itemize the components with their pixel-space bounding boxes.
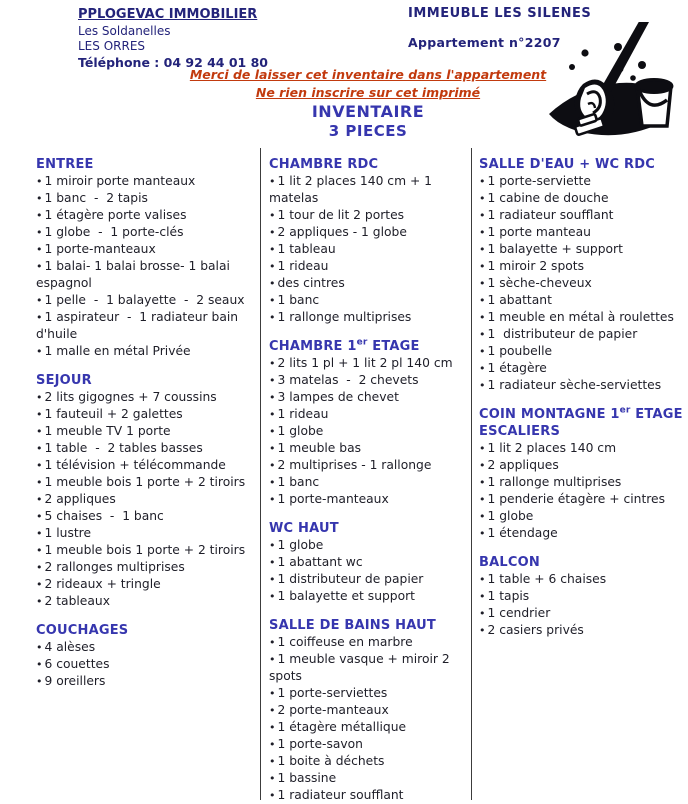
building-name: IMMEUBLE LES SILENES bbox=[408, 6, 592, 21]
list-item bbox=[36, 190, 260, 207]
item-text: 1 meuble bois 1 porte + 2 tiroirs bbox=[44, 543, 246, 557]
bullet-icon: • bbox=[36, 294, 43, 307]
bullet-icon: • bbox=[36, 675, 43, 688]
bullet-icon: • bbox=[269, 738, 276, 751]
bullet-icon: • bbox=[36, 243, 43, 256]
bullet-icon: • bbox=[269, 687, 276, 700]
bullet-icon: • bbox=[36, 345, 43, 358]
bullet-icon: • bbox=[269, 277, 276, 290]
bullet-icon: • bbox=[269, 391, 276, 404]
item-text: 1 lit 2 places 140 cm + 1 matelas bbox=[269, 174, 436, 205]
bullet-icon: • bbox=[36, 442, 43, 455]
section-title: BALCON bbox=[479, 555, 540, 570]
bullet-icon: • bbox=[479, 510, 486, 523]
bullet-icon: • bbox=[479, 277, 486, 290]
item-text: 1 radiateur soufflant bbox=[487, 208, 614, 222]
list-item bbox=[269, 207, 467, 224]
list-item bbox=[269, 787, 467, 804]
section-title: WC HAUT bbox=[269, 521, 339, 536]
item-text: 1 globe bbox=[277, 424, 324, 438]
item-text: 1 tapis bbox=[487, 589, 530, 603]
item-text: 1 meuble bas bbox=[277, 441, 362, 455]
bullet-icon: • bbox=[479, 226, 486, 239]
item-text: 1 abattant wc bbox=[277, 555, 363, 569]
list-item bbox=[479, 343, 688, 360]
list-item bbox=[269, 406, 467, 423]
list-item bbox=[479, 241, 688, 258]
item-text: 1 lustre bbox=[44, 526, 92, 540]
list-item bbox=[269, 309, 467, 326]
section-title: COIN MONTAGNE 1er ETAGE ESCALIERS bbox=[479, 405, 683, 439]
section-title: SEJOUR bbox=[36, 373, 92, 388]
bullet-icon: • bbox=[269, 209, 276, 222]
bullet-icon: • bbox=[479, 607, 486, 620]
bullet-icon: • bbox=[36, 476, 43, 489]
list-item bbox=[479, 326, 688, 343]
bullet-icon: • bbox=[479, 442, 486, 455]
list-item bbox=[269, 588, 467, 605]
page-subtitle: 3 PIECES bbox=[328, 122, 408, 140]
item-text: 1 cabine de douche bbox=[487, 191, 609, 205]
list-item bbox=[269, 241, 467, 258]
item-text: 1 étagère bbox=[487, 361, 547, 375]
bullet-icon: • bbox=[269, 704, 276, 717]
list-item bbox=[36, 593, 260, 610]
section-title: SALLE DE BAINS HAUT bbox=[269, 618, 436, 633]
item-text: 1 porte-savon bbox=[277, 737, 363, 751]
inventory-section bbox=[479, 554, 688, 639]
inventory-section bbox=[36, 372, 260, 610]
item-text: 1 télévision + télécommande bbox=[44, 458, 226, 472]
bullet-icon: • bbox=[479, 624, 486, 637]
item-text: 2 multiprises - 1 rallonge bbox=[277, 458, 432, 472]
bullet-icon: • bbox=[36, 192, 43, 205]
section-title: CHAMBRE 1er ETAGE bbox=[269, 337, 420, 354]
bullet-icon: • bbox=[269, 721, 276, 734]
item-text: 1 radiateur sèche-serviettes bbox=[487, 378, 662, 392]
bullet-icon: • bbox=[479, 345, 486, 358]
item-text: 2 casiers privés bbox=[487, 623, 584, 637]
item-text: 1 coiffeuse en marbre bbox=[277, 635, 413, 649]
item-text: 1 distributeur de papier bbox=[277, 572, 424, 586]
agency-block bbox=[78, 6, 268, 71]
item-text: 1 miroir 2 spots bbox=[487, 259, 585, 273]
item-text: 1 lit 2 places 140 cm bbox=[487, 441, 617, 455]
notice-keep-inventory: Merci de laisser cet inventaire dans l'appartement bbox=[189, 67, 547, 82]
item-text: 2 lits gigognes + 7 coussins bbox=[44, 390, 217, 404]
item-text: 4 alèses bbox=[44, 640, 96, 654]
list-item bbox=[269, 537, 467, 554]
item-text: 2 rallonges multiprises bbox=[44, 560, 185, 574]
item-text: 1 rideau bbox=[277, 407, 329, 421]
item-text: 1 poubelle bbox=[487, 344, 553, 358]
list-item bbox=[269, 702, 467, 719]
item-text: des cintres bbox=[277, 276, 345, 290]
item-text: 1 table - 2 tables basses bbox=[44, 441, 203, 455]
item-text: 6 couettes bbox=[44, 657, 110, 671]
item-text: 1 globe - 1 porte-clés bbox=[44, 225, 184, 239]
item-text: 1 banc bbox=[277, 293, 320, 307]
page-title: INVENTAIRE bbox=[311, 102, 425, 121]
item-text: 1 rideau bbox=[277, 259, 329, 273]
bullet-icon: • bbox=[269, 755, 276, 768]
item-text: 1 rallonge multiprises bbox=[277, 310, 412, 324]
section-title: COUCHAGES bbox=[36, 623, 129, 638]
list-item bbox=[36, 474, 260, 491]
list-item bbox=[269, 423, 467, 440]
bullet-icon: • bbox=[479, 311, 486, 324]
bullet-icon: • bbox=[36, 175, 43, 188]
list-item bbox=[36, 309, 260, 343]
list-item bbox=[479, 207, 688, 224]
item-text: 1 abattant bbox=[487, 293, 552, 307]
item-text: 1 porte manteau bbox=[487, 225, 591, 239]
list-item bbox=[269, 753, 467, 770]
bullet-icon: • bbox=[269, 425, 276, 438]
item-text: 1 étagère métallique bbox=[277, 720, 407, 734]
list-item bbox=[269, 651, 467, 685]
list-item bbox=[269, 173, 467, 207]
bullet-icon: • bbox=[479, 192, 486, 205]
item-text: 1 radiateur soufflant bbox=[277, 788, 404, 802]
item-text: 1 bassine bbox=[277, 771, 337, 785]
bullet-icon: • bbox=[269, 636, 276, 649]
list-item bbox=[479, 508, 688, 525]
item-text: 1 porte-serviette bbox=[487, 174, 591, 188]
item-text: 1 meuble vasque + miroir 2 spots bbox=[269, 652, 454, 683]
bullet-icon: • bbox=[36, 425, 43, 438]
bullet-icon: • bbox=[269, 374, 276, 387]
item-text: 2 porte-manteaux bbox=[277, 703, 389, 717]
bullet-icon: • bbox=[479, 243, 486, 256]
bullet-icon: • bbox=[269, 294, 276, 307]
item-text: 2 lits 1 pl + 1 lit 2 pl 140 cm bbox=[277, 356, 453, 370]
item-text: 1 aspirateur - 1 radiateur bain d'huile bbox=[36, 310, 242, 341]
list-item bbox=[479, 440, 688, 457]
bullet-icon: • bbox=[36, 658, 43, 671]
list-item bbox=[479, 491, 688, 508]
item-text: 1 étendage bbox=[487, 526, 558, 540]
list-item bbox=[269, 224, 467, 241]
bullet-icon: • bbox=[269, 175, 276, 188]
mop-bucket-icon bbox=[545, 22, 675, 142]
list-item bbox=[36, 292, 260, 309]
list-item bbox=[36, 508, 260, 525]
bullet-icon: • bbox=[36, 527, 43, 540]
list-item bbox=[479, 275, 688, 292]
list-item bbox=[36, 406, 260, 423]
list-item bbox=[269, 292, 467, 309]
apartment-number: Appartement n°2207 bbox=[408, 35, 561, 50]
bullet-icon: • bbox=[479, 493, 486, 506]
item-text: 1 balayette et support bbox=[277, 589, 415, 603]
list-item bbox=[479, 474, 688, 491]
list-item bbox=[479, 525, 688, 542]
list-item bbox=[269, 258, 467, 275]
item-text: 1 globe bbox=[487, 509, 534, 523]
list-item bbox=[36, 656, 260, 673]
bullet-icon: • bbox=[269, 243, 276, 256]
item-text: 1 étagère porte valises bbox=[44, 208, 187, 222]
bullet-icon: • bbox=[36, 391, 43, 404]
bullet-icon: • bbox=[479, 379, 486, 392]
item-text: 1 banc bbox=[277, 475, 320, 489]
bullet-icon: • bbox=[36, 510, 43, 523]
bullet-icon: • bbox=[36, 641, 43, 654]
bullet-icon: • bbox=[479, 294, 486, 307]
list-item bbox=[36, 224, 260, 241]
list-item bbox=[269, 457, 467, 474]
bullet-icon: • bbox=[36, 209, 43, 222]
item-text: 1 penderie étagère + cintres bbox=[487, 492, 666, 506]
bullet-icon: • bbox=[479, 209, 486, 222]
list-item bbox=[36, 542, 260, 559]
bullet-icon: • bbox=[269, 789, 276, 802]
item-text: 5 chaises - 1 banc bbox=[44, 509, 164, 523]
inventory-column-3 bbox=[472, 148, 688, 800]
item-text: 1 banc - 2 tapis bbox=[44, 191, 148, 205]
notice-do-not-write: Ne rien inscrire sur cet imprimé bbox=[255, 85, 481, 100]
list-item bbox=[479, 190, 688, 207]
inventory-section bbox=[269, 520, 467, 605]
section-title: CHAMBRE RDC bbox=[269, 157, 379, 172]
list-item bbox=[36, 525, 260, 542]
list-item bbox=[36, 241, 260, 258]
bullet-icon: • bbox=[36, 493, 43, 506]
bullet-icon: • bbox=[36, 260, 43, 273]
bullet-icon: • bbox=[479, 476, 486, 489]
list-item bbox=[479, 309, 688, 326]
item-text: 1 distributeur de papier bbox=[487, 327, 638, 341]
inventory-section bbox=[479, 156, 688, 394]
inventory-table bbox=[30, 148, 688, 800]
bullet-icon: • bbox=[36, 544, 43, 557]
list-item bbox=[36, 673, 260, 690]
item-text: 1 porte-manteaux bbox=[277, 492, 389, 506]
section-title: SALLE D'EAU + WC RDC bbox=[479, 157, 655, 172]
item-text: 2 appliques bbox=[487, 458, 559, 472]
list-item bbox=[479, 173, 688, 190]
item-text: 3 matelas - 2 chevets bbox=[277, 373, 419, 387]
item-text: 2 appliques bbox=[44, 492, 116, 506]
item-text: 1 cendrier bbox=[487, 606, 551, 620]
list-item bbox=[269, 719, 467, 736]
bullet-icon: • bbox=[269, 357, 276, 370]
item-text: 2 rideaux + tringle bbox=[44, 577, 161, 591]
list-item bbox=[36, 423, 260, 440]
agency-residence: Les Soldanelles bbox=[78, 24, 171, 38]
bullet-icon: • bbox=[479, 527, 486, 540]
list-item bbox=[269, 634, 467, 651]
item-text: 9 oreillers bbox=[44, 674, 106, 688]
list-item bbox=[269, 440, 467, 457]
agency-name: PPLOGEVAC IMMOBILIER bbox=[78, 7, 258, 22]
inventory-column-1 bbox=[30, 148, 260, 800]
bullet-icon: • bbox=[269, 226, 276, 239]
inventory-section bbox=[36, 622, 260, 690]
item-text: 1 malle en métal Privée bbox=[44, 344, 191, 358]
list-item bbox=[479, 605, 688, 622]
item-text: 1 balayette + support bbox=[487, 242, 623, 256]
list-item bbox=[36, 457, 260, 474]
item-text: 1 tableau bbox=[277, 242, 336, 256]
bullet-icon: • bbox=[479, 260, 486, 273]
bullet-icon: • bbox=[479, 175, 486, 188]
bullet-icon: • bbox=[36, 595, 43, 608]
list-item bbox=[269, 372, 467, 389]
item-text: 1 meuble en métal à roulettes bbox=[487, 310, 674, 324]
list-item bbox=[269, 275, 467, 292]
item-text: 1 sèche-cheveux bbox=[487, 276, 592, 290]
list-item bbox=[269, 389, 467, 406]
list-item bbox=[479, 571, 688, 588]
bullet-icon: • bbox=[269, 772, 276, 785]
bullet-icon: • bbox=[479, 459, 486, 472]
bullet-icon: • bbox=[36, 311, 43, 324]
bullet-icon: • bbox=[269, 260, 276, 273]
list-item bbox=[269, 770, 467, 787]
bullet-icon: • bbox=[269, 476, 276, 489]
bullet-icon: • bbox=[479, 362, 486, 375]
list-item bbox=[36, 389, 260, 406]
list-item bbox=[36, 258, 260, 292]
list-item bbox=[36, 576, 260, 593]
bullet-icon: • bbox=[479, 573, 486, 586]
bullet-icon: • bbox=[479, 328, 486, 341]
inventory-section bbox=[269, 338, 467, 508]
inventory-column-2 bbox=[260, 148, 472, 800]
bullet-icon: • bbox=[269, 539, 276, 552]
bullet-icon: • bbox=[269, 573, 276, 586]
bullet-icon: • bbox=[36, 459, 43, 472]
list-item bbox=[36, 559, 260, 576]
bullet-icon: • bbox=[36, 578, 43, 591]
item-text: 1 table + 6 chaises bbox=[487, 572, 607, 586]
list-item bbox=[269, 491, 467, 508]
list-item bbox=[269, 685, 467, 702]
list-item bbox=[479, 360, 688, 377]
bullet-icon: • bbox=[269, 493, 276, 506]
bullet-icon: • bbox=[269, 556, 276, 569]
item-text: 1 rallonge multiprises bbox=[487, 475, 622, 489]
list-item bbox=[36, 639, 260, 656]
item-text: 1 meuble bois 1 porte + 2 tiroirs bbox=[44, 475, 246, 489]
bullet-icon: • bbox=[269, 653, 276, 666]
bullet-icon: • bbox=[269, 459, 276, 472]
bullet-icon: • bbox=[269, 408, 276, 421]
section-title: ENTREE bbox=[36, 157, 94, 172]
bullet-icon: • bbox=[269, 311, 276, 324]
inventory-section bbox=[479, 406, 688, 542]
item-text: 1 meuble TV 1 porte bbox=[44, 424, 171, 438]
item-text: 2 tableaux bbox=[44, 594, 110, 608]
item-text: 1 porte-serviettes bbox=[277, 686, 388, 700]
agency-city: LES ORRES bbox=[78, 39, 146, 53]
list-item bbox=[479, 457, 688, 474]
item-text: 1 balai- 1 balai brosse- 1 balai espagnol bbox=[36, 259, 234, 290]
item-text: 1 pelle - 1 balayette - 2 seaux bbox=[44, 293, 245, 307]
inventory-section bbox=[36, 156, 260, 360]
list-item bbox=[479, 292, 688, 309]
bullet-icon: • bbox=[269, 442, 276, 455]
list-item bbox=[269, 474, 467, 491]
list-item bbox=[479, 224, 688, 241]
list-item bbox=[36, 343, 260, 360]
item-text: 1 fauteuil + 2 galettes bbox=[44, 407, 183, 421]
list-item bbox=[479, 377, 688, 394]
agency-phone: Téléphone : 04 92 44 01 80 bbox=[78, 55, 269, 70]
item-text: 2 appliques - 1 globe bbox=[277, 225, 407, 239]
list-item bbox=[479, 588, 688, 605]
list-item bbox=[479, 258, 688, 275]
list-item bbox=[479, 622, 688, 639]
item-text: 1 tour de lit 2 portes bbox=[277, 208, 405, 222]
bullet-icon: • bbox=[479, 590, 486, 603]
bullet-icon: • bbox=[269, 590, 276, 603]
bullet-icon: • bbox=[36, 226, 43, 239]
item-text: 1 globe bbox=[277, 538, 324, 552]
list-item bbox=[36, 173, 260, 190]
inventory-section bbox=[269, 156, 467, 326]
list-item bbox=[36, 440, 260, 457]
bullet-icon: • bbox=[36, 561, 43, 574]
item-text: 3 lampes de chevet bbox=[277, 390, 399, 404]
list-item bbox=[269, 554, 467, 571]
inventory-section bbox=[269, 617, 467, 804]
list-item bbox=[269, 355, 467, 372]
item-text: 1 miroir porte manteaux bbox=[44, 174, 196, 188]
list-item bbox=[269, 571, 467, 588]
bullet-icon: • bbox=[36, 408, 43, 421]
list-item bbox=[269, 736, 467, 753]
item-text: 1 boite à déchets bbox=[277, 754, 385, 768]
list-item bbox=[36, 207, 260, 224]
item-text: 1 porte-manteaux bbox=[44, 242, 156, 256]
list-item bbox=[36, 491, 260, 508]
